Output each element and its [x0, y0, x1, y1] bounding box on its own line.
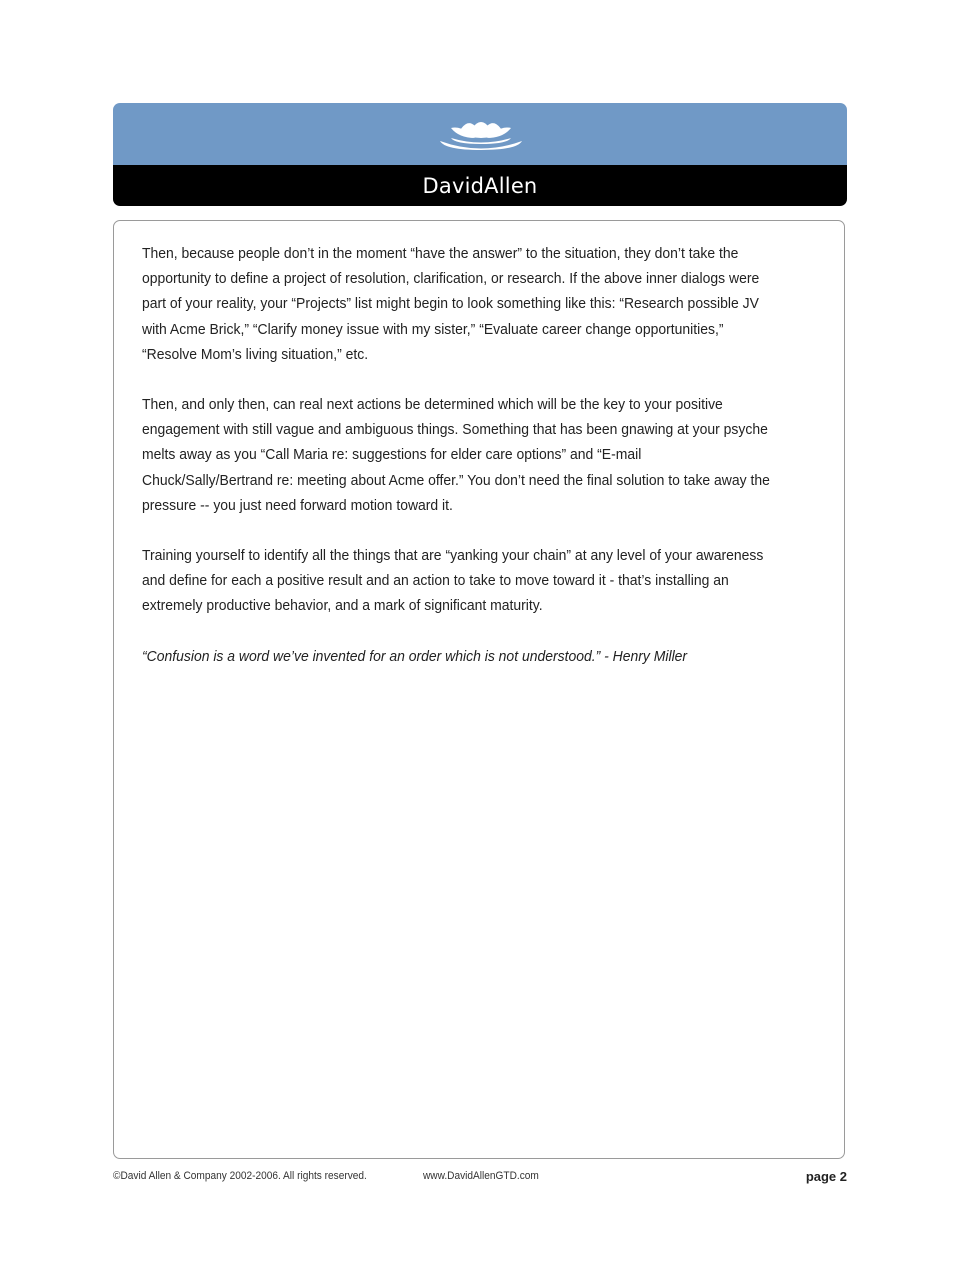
paragraph-1: Then, because people don’t in the moment “have the answer” to the situation, they don’t take the opportunity to define a project of resolution, clarification, or research. If the above inner dialogs were part of your reality, your “Projects” list might begin to look something like this: “Research possible JV with Acme Brick,” “Clarify money issue with my sister,” “Evaluate career change opportunities,” “Resolve Mom’s living situation,” etc. [142, 245, 760, 363]
content-panel [113, 220, 845, 1159]
article-body [142, 241, 774, 694]
website-link[interactable]: www.DavidAllenGTD.com [423, 1170, 539, 1182]
paragraph-3: Training yourself to identify all the things that are “yanking your chain” at any level of your awareness and define for each a positive result and an action to take to move toward it - that’s installing an extremely productive behavior, and a mark of significant maturity. [142, 547, 764, 615]
paragraph-2: Then, and only then, can real next actions be determined which will be the key to your positive engagement with still vague and ambiguous things. Something that has been gnawing at your psyche melts away as you “Call Maria re: suggestions for elder care options” and “E-mail Chuck/Sally/Bertrand re: meeting about Acme offer.” You don’t need the final solution to take away the pressure -- you just need forward motion toward it. [142, 396, 770, 514]
page-footer [113, 1170, 847, 1186]
brand-name: DavidAllen [422, 173, 538, 198]
closing-quote: “Confusion is a word we’ve invented for an order which is not understood.” - Henry Miller [142, 647, 688, 665]
page-number: page 2 [805, 1169, 847, 1184]
copyright-notice: ©David Allen & Company 2002-2006. All rights reserved. [113, 1170, 367, 1182]
header-bar [113, 165, 847, 206]
lotus-ripple-icon [437, 116, 525, 156]
